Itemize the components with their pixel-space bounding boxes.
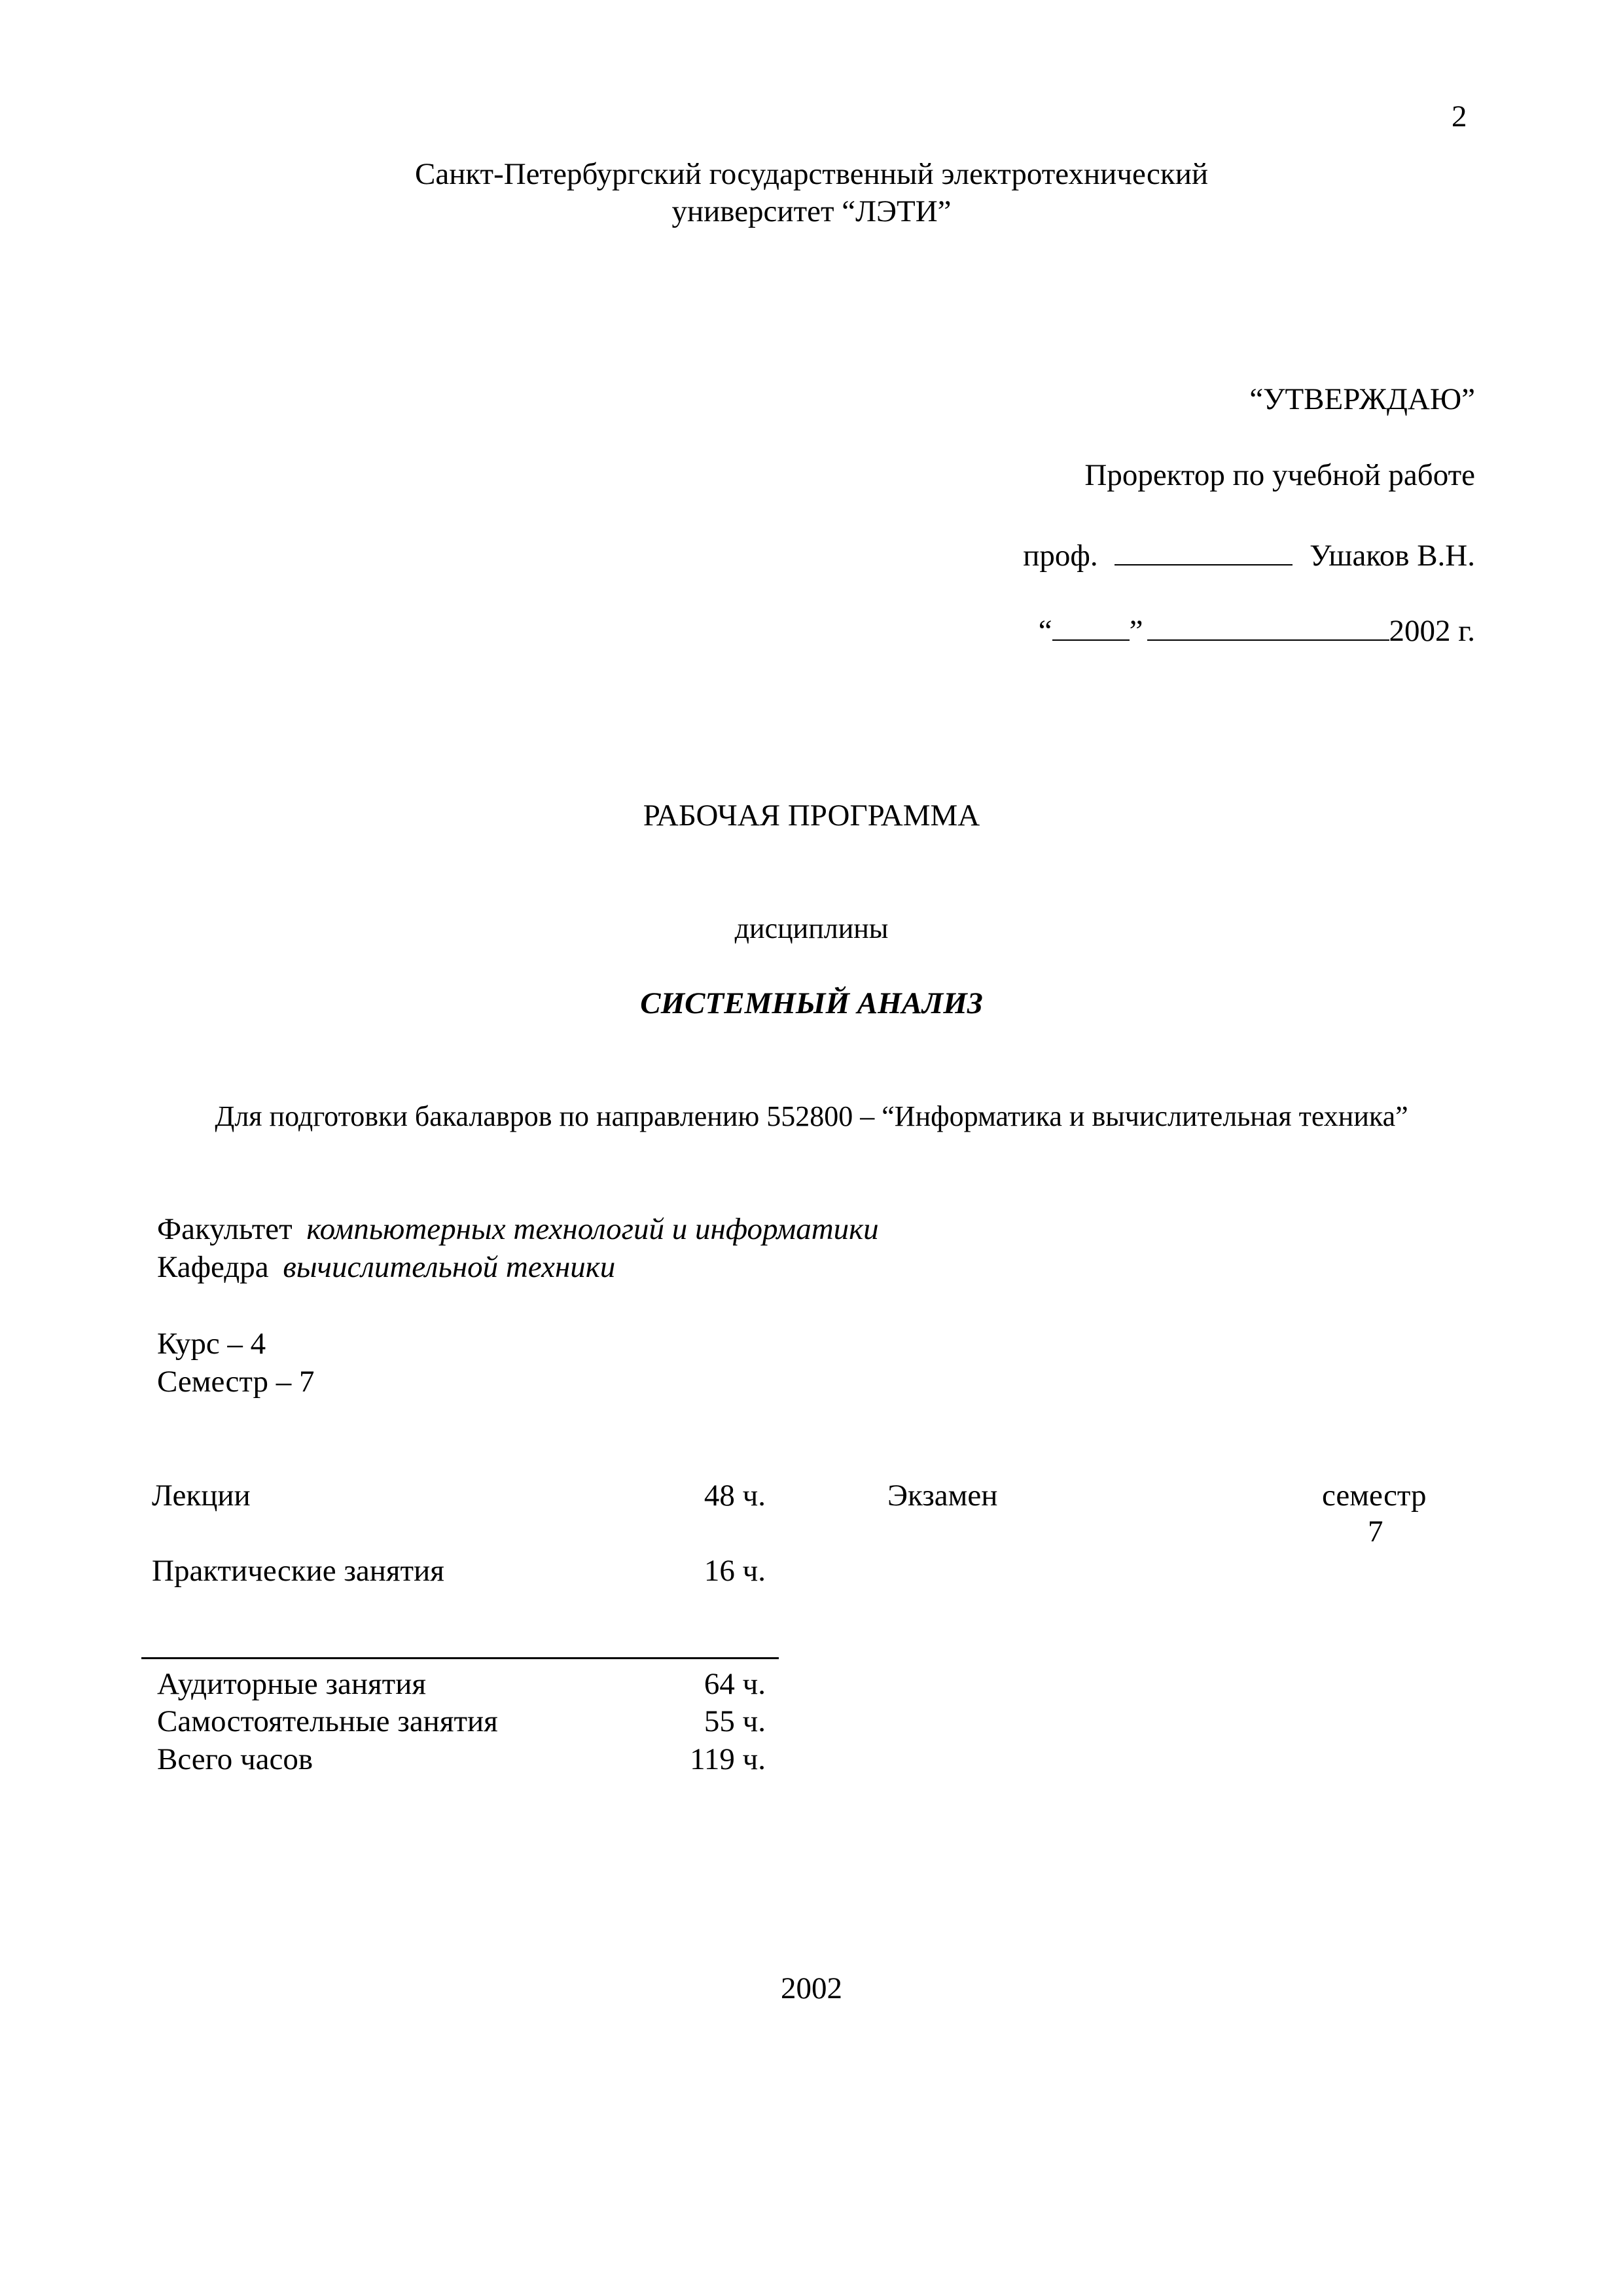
month-blank xyxy=(1147,609,1389,641)
date-open-quote: “ xyxy=(1038,614,1052,648)
university-name-line-1: Санкт-Петербургский государственный электротехнический xyxy=(414,157,1209,191)
approval-signature-line xyxy=(1023,533,1475,574)
program-subtitle: дисциплины xyxy=(734,912,889,944)
approval-position: Проректор по учебной работе xyxy=(1084,458,1475,492)
course-line: Курс – 4 xyxy=(157,1327,266,1361)
practice-label: Практические занятия xyxy=(152,1554,444,1588)
classroom-label: Аудиторные занятия xyxy=(157,1667,426,1701)
discipline-name: СИСТЕМНЫЙ АНАЛИЗ xyxy=(640,986,983,1020)
semester-line: Семестр – 7 xyxy=(157,1365,315,1399)
program-title: РАБОЧАЯ ПРОГРАММА xyxy=(643,798,980,833)
faculty-label: Факультет xyxy=(157,1212,293,1246)
lectures-hours: 48 ч. xyxy=(704,1479,766,1513)
approval-title: “УТВЕРЖДАЮ” xyxy=(1249,382,1475,416)
total-label: Всего часов xyxy=(157,1742,313,1776)
signature-blank xyxy=(1115,533,1293,565)
page-number: 2 xyxy=(1452,99,1467,134)
exam-semester-value: 7 xyxy=(1368,1515,1383,1549)
university-name-line-2: университет “ЛЭТИ” xyxy=(671,194,952,228)
total-hours: 119 ч. xyxy=(690,1742,766,1776)
date-close-quote: ” xyxy=(1129,614,1143,648)
department-line xyxy=(157,1249,615,1285)
exam-label: Экзамен xyxy=(887,1479,998,1513)
totals-divider xyxy=(141,1657,779,1659)
approval-year: 2002 г. xyxy=(1389,614,1475,648)
classroom-hours: 64 ч. xyxy=(704,1667,766,1701)
lectures-label: Лекции xyxy=(152,1479,251,1513)
practice-hours: 16 ч. xyxy=(704,1554,766,1588)
exam-semester-label: семестр xyxy=(1322,1479,1427,1513)
independent-label: Самостоятельные занятия xyxy=(157,1704,498,1738)
department-label: Кафедра xyxy=(157,1250,269,1284)
faculty-line xyxy=(157,1211,879,1247)
department-value: вычислительной техники xyxy=(283,1250,616,1284)
faculty-value: компьютерных технологий и информатики xyxy=(306,1212,879,1246)
approval-name: Ушаков В.Н. xyxy=(1310,539,1475,573)
approval-prof-prefix: проф. xyxy=(1023,539,1098,573)
approval-date-line xyxy=(1039,609,1475,649)
footer-year: 2002 xyxy=(781,1971,842,2005)
independent-hours: 55 ч. xyxy=(704,1704,766,1738)
day-blank xyxy=(1052,609,1130,641)
direction-line: Для подготовки бакалавров по направлению 552800 – “Информатика и вычислительная техника” xyxy=(215,1100,1408,1132)
